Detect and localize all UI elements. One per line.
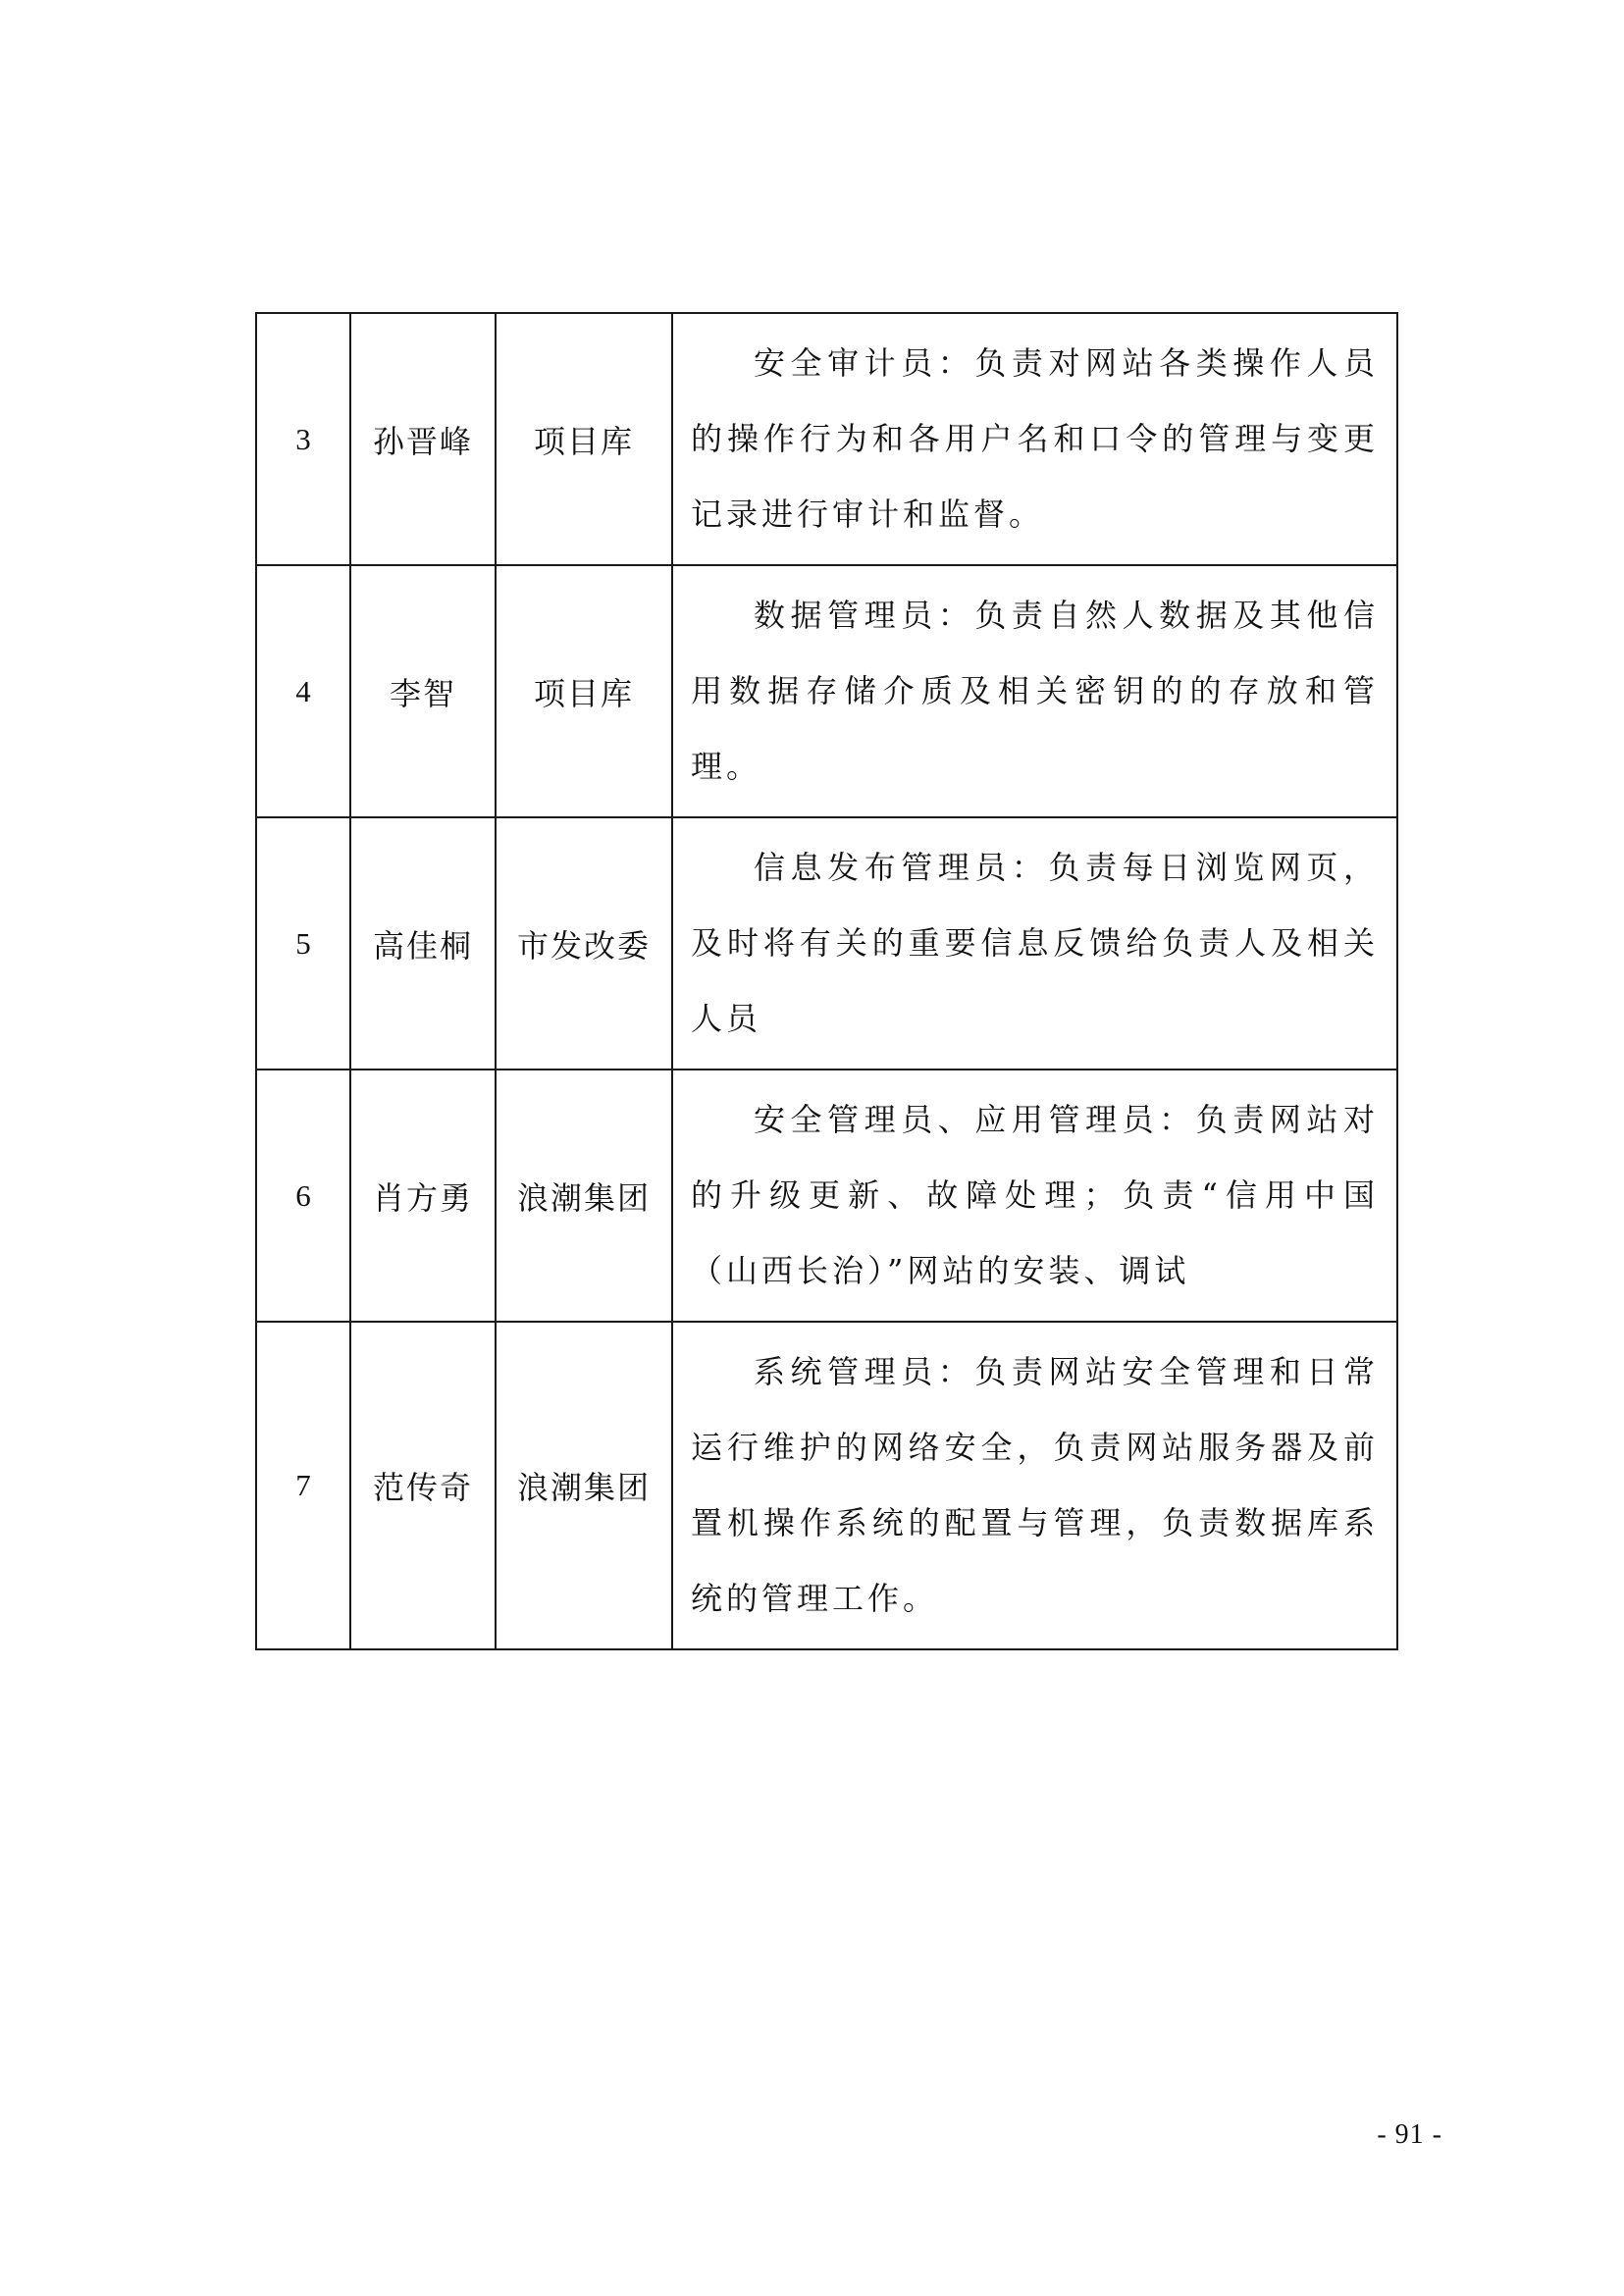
row-number: 5 [256, 817, 350, 1070]
page-number: - 91 - [1377, 2119, 1442, 2150]
duty-description: 信息发布管理员：负责每日浏览网页，及时将有关的重要信息反馈给负责人及相关人员 [672, 817, 1397, 1070]
duty-description: 数据管理员：负责自然人数据及其他信用数据存储介质及相关密钥的的存放和管理。 [672, 565, 1397, 817]
table-row [256, 1070, 1397, 1322]
row-number: 6 [256, 1070, 350, 1322]
person-name: 孙晋峰 [350, 313, 496, 565]
person-unit: 市发改委 [496, 817, 672, 1070]
table-row [256, 1322, 1397, 1649]
person-name: 范传奇 [350, 1322, 496, 1649]
duty-description: 安全审计员：负责对网站各类操作人员的操作行为和各用户名和口令的管理与变更记录进行审计和监督。 [672, 313, 1397, 565]
person-name: 李智 [350, 565, 496, 817]
table-row [256, 565, 1397, 817]
person-unit: 项目库 [496, 565, 672, 817]
table-row [256, 313, 1397, 565]
duty-assignment-table [255, 312, 1398, 1650]
person-name: 高佳桐 [350, 817, 496, 1070]
row-number: 3 [256, 313, 350, 565]
duty-description: 安全管理员、应用管理员：负责网站对的升级更新、故障处理；负责“信用中国（山西长治）”网站的安装、调试 [672, 1070, 1397, 1322]
duty-description: 系统管理员：负责网站安全管理和日常运行维护的网络安全，负责网站服务器及前置机操作系统的配置与管理，负责数据库系统的管理工作。 [672, 1322, 1397, 1649]
row-number: 7 [256, 1322, 350, 1649]
row-number: 4 [256, 565, 350, 817]
person-unit: 浪潮集团 [496, 1070, 672, 1322]
table-row [256, 817, 1397, 1070]
person-unit: 项目库 [496, 313, 672, 565]
person-unit: 浪潮集团 [496, 1322, 672, 1649]
person-name: 肖方勇 [350, 1070, 496, 1322]
